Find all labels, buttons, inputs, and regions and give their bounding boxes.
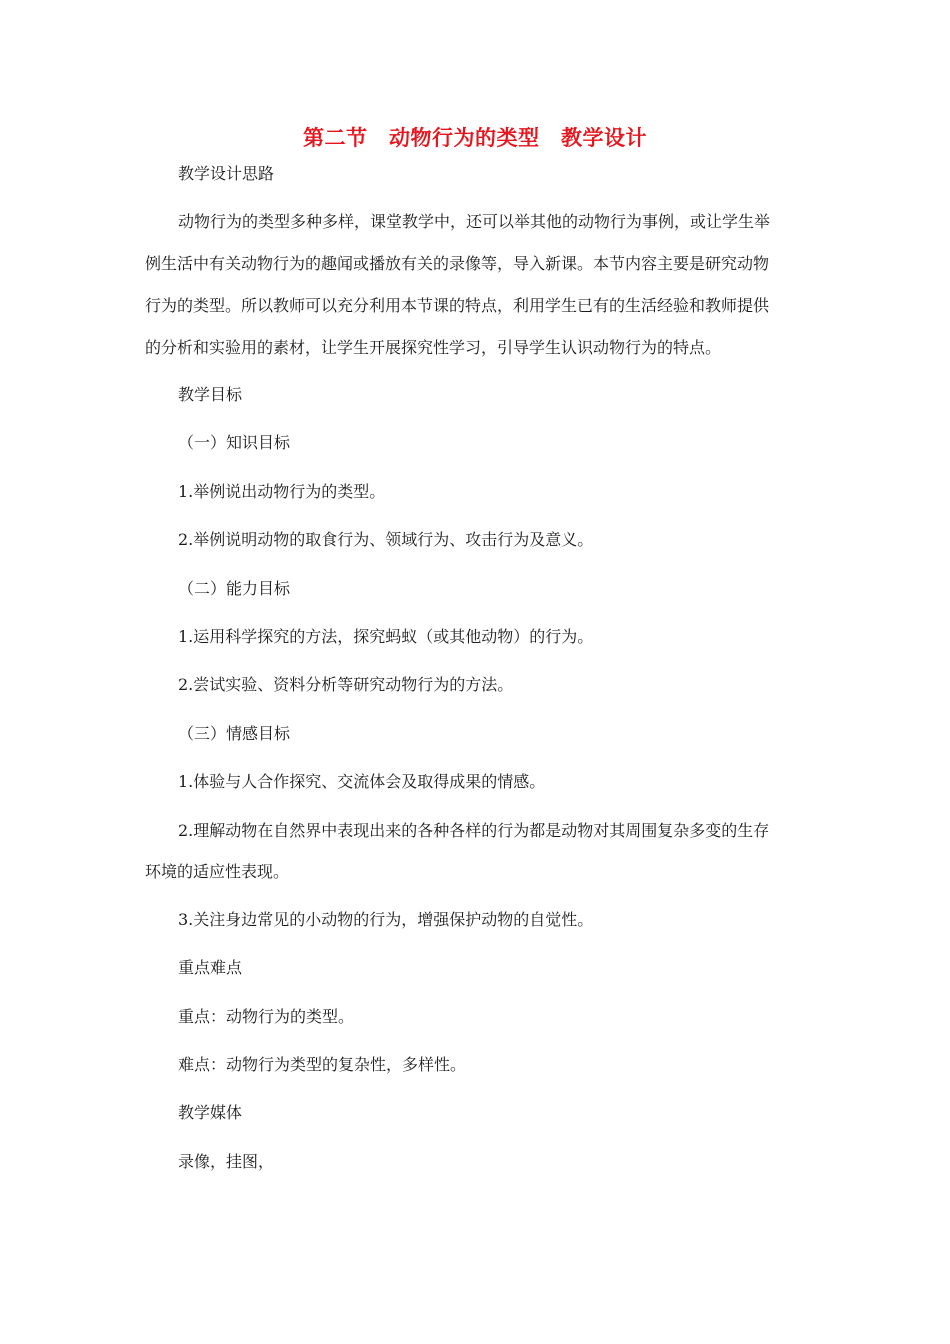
page-title: 第二节 动物行为的类型 教学设计 xyxy=(303,126,647,150)
design-para-line-2: 例生活中有关动物行为的趣闻或播放有关的录像等，导入新课。本节内容主要是研究动物 xyxy=(145,254,770,273)
ability-heading: （二）能力目标 xyxy=(178,579,291,598)
knowledge-item-2: 2.举例说明动物的取食行为、领域行为、攻击行为及意义。 xyxy=(178,530,594,549)
ability-item-1: 1.运用科学探究的方法，探究蚂蚁（或其他动物）的行为。 xyxy=(178,627,594,646)
emotion-item-3: 3.关注身边常见的小动物的行为，增强保护动物的自觉性。 xyxy=(178,910,594,929)
design-para-line-4: 的分析和实验用的素材，让学生开展探究性学习，引导学生认识动物行为的特点。 xyxy=(145,338,722,357)
difficult-point: 难点：动物行为类型的复杂性，多样性。 xyxy=(178,1055,467,1074)
emotion-heading: （三）情感目标 xyxy=(178,724,291,743)
emotion-item-2-line-1: 2.理解动物在自然界中表现出来的各种各样的行为都是动物对其周围复杂多变的生存 xyxy=(178,821,770,840)
media-list: 录像，挂图， xyxy=(178,1152,275,1171)
emotion-item-1: 1.体验与人合作探究、交流体会及取得成果的情感。 xyxy=(178,772,546,791)
ability-item-2: 2.尝试实验、资料分析等研究动物行为的方法。 xyxy=(178,675,514,694)
goals-heading: 教学目标 xyxy=(178,385,243,404)
key-heading: 重点难点 xyxy=(178,958,243,977)
knowledge-item-1: 1.举例说出动物行为的类型。 xyxy=(178,482,386,501)
knowledge-heading: （一）知识目标 xyxy=(178,433,291,452)
design-heading: 教学设计思路 xyxy=(178,164,275,183)
media-heading: 教学媒体 xyxy=(178,1103,243,1122)
emotion-item-2-line-2: 环境的适应性表现。 xyxy=(145,862,290,881)
design-para-line-3: 行为的类型。所以教师可以充分利用本节课的特点，利用学生已有的生活经验和教师提供 xyxy=(145,296,770,315)
key-point: 重点：动物行为的类型。 xyxy=(178,1007,355,1026)
design-para-line-1: 动物行为的类型多种多样，课堂教学中，还可以举其他的动物行为事例，或让学生举 xyxy=(178,212,771,231)
